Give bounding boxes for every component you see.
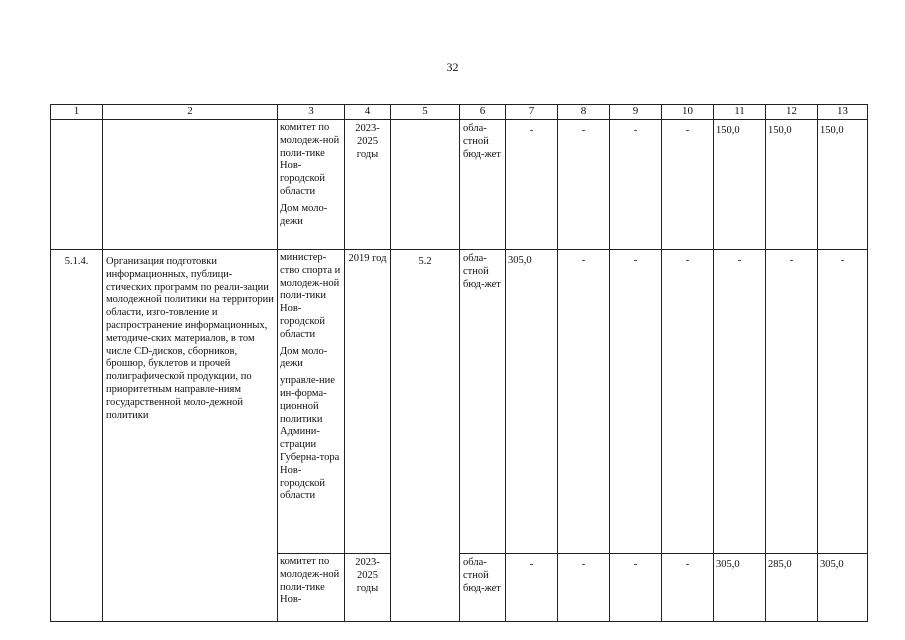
value-cell: -	[558, 120, 610, 250]
executor-cell	[278, 554, 345, 622]
value-cell: -	[662, 120, 714, 250]
source-cell: обла-стной бюд-жет	[460, 120, 506, 250]
value-cell: 150,0	[714, 120, 766, 250]
value-cell: 305,0	[506, 250, 558, 554]
source-cell: обла-стной бюд-жет	[460, 250, 506, 554]
value-cell: -	[610, 554, 662, 622]
header-cell-4: 4	[345, 105, 391, 120]
executor-text: комитет по молодеж-ной поли-тике Нов-городской области	[280, 122, 340, 197]
header-cell-12: 12	[766, 105, 818, 120]
header-cell-10: 10	[662, 105, 714, 120]
header-cell-5: 5	[391, 105, 460, 120]
period-cell: 2023-2025 годы	[345, 120, 391, 250]
executor-text: министер-ство спорта и молодеж-ной поли-тики Нов-городской области	[280, 252, 341, 340]
value-cell: 150,0	[766, 120, 818, 250]
period-cell: 2023-2025 годы	[345, 554, 391, 622]
value-cell: -	[662, 554, 714, 622]
value-cell: -	[714, 250, 766, 554]
table-row	[51, 250, 868, 554]
executor-text: комитет по молодеж-ной поли-тике Нов-	[280, 556, 340, 606]
executor-cell	[278, 250, 345, 554]
period-cell: 2019 год	[345, 250, 391, 554]
header-cell-1: 1	[51, 105, 103, 120]
source-cell: обла-стной бюд-жет	[460, 554, 506, 622]
value-cell: -	[662, 250, 714, 554]
header-cell-9: 9	[610, 105, 662, 120]
number-cell	[51, 120, 103, 250]
target-cell	[391, 120, 460, 250]
value-cell: -	[506, 120, 558, 250]
budget-table	[50, 104, 868, 622]
description-cell	[103, 120, 278, 250]
value-cell: 305,0	[818, 554, 868, 622]
header-cell-11: 11	[714, 105, 766, 120]
header-cell-7: 7	[506, 105, 558, 120]
header-cell-13: 13	[818, 105, 868, 120]
target-cell: 5.2	[391, 250, 460, 622]
value-cell: -	[766, 250, 818, 554]
executor-text: управле-ние ин-форма-ционной политики Админи-страции Губерна-тора Нов-городской области	[280, 375, 340, 502]
header-cell-3: 3	[278, 105, 345, 120]
header-cell-6: 6	[460, 105, 506, 120]
value-cell: -	[610, 250, 662, 554]
number-cell: 5.1.4.	[51, 250, 103, 622]
executor-cell	[278, 120, 345, 250]
page-number: 32	[446, 60, 459, 74]
value-cell: -	[610, 120, 662, 250]
header-cell-8: 8	[558, 105, 610, 120]
table-row	[51, 120, 868, 250]
value-cell: -	[818, 250, 868, 554]
executor-text: Дом моло-дежи	[280, 202, 328, 227]
value-cell: 285,0	[766, 554, 818, 622]
executor-text: Дом моло-дежи	[280, 345, 328, 370]
value-cell: 305,0	[714, 554, 766, 622]
header-row	[51, 105, 868, 120]
value-cell: 150,0	[818, 120, 868, 250]
value-cell: -	[558, 250, 610, 554]
value-cell: -	[558, 554, 610, 622]
header-cell-2: 2	[103, 105, 278, 120]
value-cell: -	[506, 554, 558, 622]
description-cell: Организация подготовки информационных, публици-стических программ по реали-зации молодежной политики на территории области, изго-товление и распространение информационных, методиче-ских материалов, в том числе CD-дисков, сборников, брошюр, буклетов и прочей полиграфической продукции, по приоритетным направле-ниям государственной моло-дежной политики	[103, 250, 278, 622]
